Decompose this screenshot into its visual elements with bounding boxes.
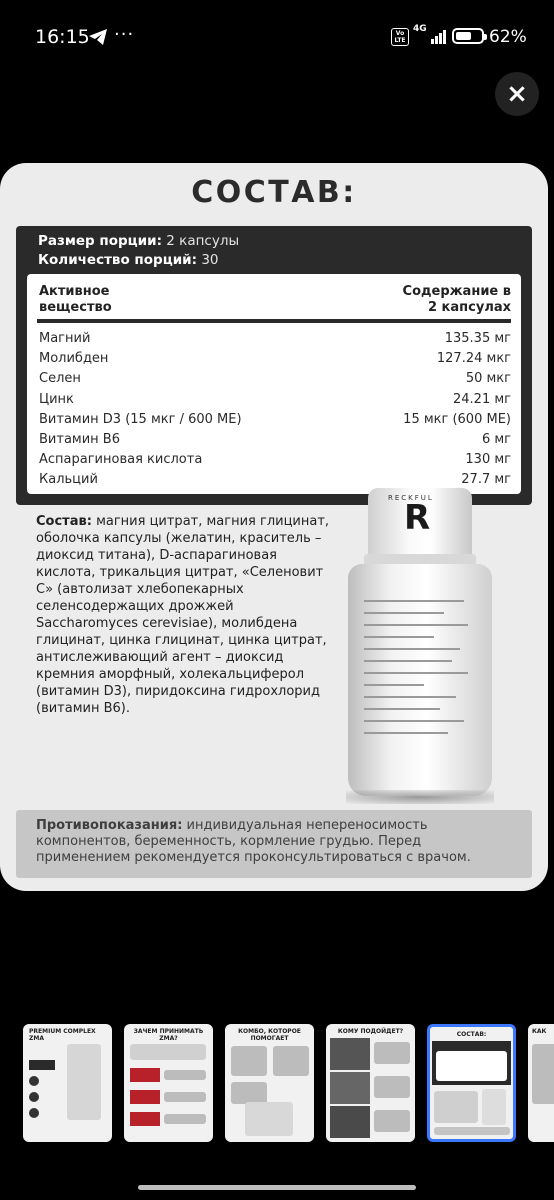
composition-label: Состав:	[36, 514, 92, 529]
ingredient-amount: 50 мкг	[465, 371, 511, 387]
thumbnail-title: КОМУ ПОДОЙДЕТ?	[337, 1028, 404, 1035]
serving-size-label: Размер порции:	[38, 233, 162, 249]
table-row	[39, 450, 511, 470]
telegram-icon	[88, 28, 108, 46]
servings-count-value: 30	[201, 252, 219, 268]
bottle-cap	[368, 488, 472, 558]
table-row	[39, 390, 511, 410]
composition-body: магния цитрат, магния глицинат, оболочка капсулы (желатин, краситель – диоксид титана), D-аспарагиновая кислота, трикальция цитрат, «Селеновит С» (автолизат хлебопекарных селенсодержащих дрожжей Saccharomyces cerevisiae), молибдена глицинат, цинка глицинат, цинка цитрат, антислеживающий агент – диоксид кремния аморфный, холекальциферол (витамин D3), пиридоксина гидрохлорид (витамин B6).	[36, 514, 330, 716]
product-image[interactable]	[0, 163, 548, 891]
ingredient-amount: 135.35 мг	[444, 331, 511, 346]
ingredient-name: Витамин D3 (15 мкг / 600 МЕ)	[39, 411, 242, 427]
product-bottle-image	[346, 488, 494, 808]
ingredient-name: Молибден	[39, 351, 109, 367]
table-row	[39, 369, 511, 389]
serving-size-value: 2 капсулы	[166, 233, 240, 249]
bottle-brand: RECKFUL	[388, 494, 434, 502]
contraindications	[16, 810, 532, 878]
thumbnail-2[interactable]	[124, 1024, 213, 1142]
bottle-label	[364, 600, 474, 750]
header-active-substance: Активное вещество	[39, 284, 112, 315]
nutrition-table	[16, 226, 532, 505]
thumbnail-strip	[23, 1024, 554, 1142]
thumbnail-title: КОМБО, КОТОРОЕ ПОМОГАЕТ	[238, 1028, 301, 1042]
ingredient-name: Аспарагиновая кислота	[39, 452, 203, 468]
table-row	[39, 329, 511, 349]
servings-count-label: Количество порций:	[38, 252, 198, 268]
table-row	[39, 349, 511, 369]
thumbnail-title: СОСТАВ:	[456, 1031, 487, 1038]
close-button[interactable]	[495, 72, 539, 116]
brand-logo-icon: R	[404, 498, 431, 538]
ingredients-table	[27, 274, 521, 494]
header-content: Содержание в 2 капсулах	[402, 284, 511, 315]
thumbnail-title: КАК	[532, 1028, 547, 1035]
thumbnail-3[interactable]	[225, 1024, 314, 1142]
battery-icon	[452, 28, 484, 44]
ingredient-name: Кальций	[39, 472, 98, 488]
table-divider	[37, 319, 511, 323]
battery-percent: 62%	[489, 27, 527, 47]
thumbnail-title: ЗАЧЕМ ПРИНИМАТЬ ZMA?	[133, 1028, 204, 1042]
thumbnail-6[interactable]	[528, 1024, 554, 1142]
network-type: 4G	[413, 24, 427, 34]
ingredient-name: Цинк	[39, 391, 74, 407]
ingredient-amount: 127.24 мкг	[436, 351, 511, 367]
ingredient-amount: 6 мг	[481, 431, 511, 447]
table-rows	[39, 329, 511, 491]
contra-label: Противопоказания:	[36, 818, 183, 833]
ingredient-name: Селен	[39, 371, 81, 387]
more-icon: ···	[114, 24, 135, 45]
table-row	[39, 410, 511, 430]
ingredient-amount: 15 мкг (600 МЕ)	[403, 411, 511, 427]
table-row	[39, 430, 511, 450]
home-indicator[interactable]	[138, 1185, 416, 1190]
thumbnail-4[interactable]	[326, 1024, 415, 1142]
ingredient-amount: 24.21 мг	[453, 391, 511, 407]
ingredient-name: Витамин B6	[39, 431, 120, 447]
thumbnail-1[interactable]	[23, 1024, 112, 1142]
thumbnail-5[interactable]	[427, 1024, 516, 1142]
signal-icon	[413, 24, 445, 46]
ingredient-amount: 130 мг	[465, 452, 511, 468]
volte-icon: Vo LTE	[391, 28, 409, 46]
thumbnail-title: PREMIUM COMPLEX ZMA	[29, 1028, 96, 1042]
composition-text	[36, 513, 338, 717]
status-time: 16:15	[35, 26, 90, 48]
status-bar	[0, 0, 554, 74]
ingredient-name: Магний	[39, 331, 91, 346]
contra-body: индивидуальная непереносимость компонентов, беременность, кормление грудью. Перед применением рекомендуется проконсультироваться с врачом.	[36, 818, 471, 865]
page-title: СОСТАВ:	[191, 175, 357, 210]
serving-info	[38, 232, 239, 270]
ingredient-amount: 27.7 мг	[461, 472, 511, 488]
close-icon: ×	[506, 79, 528, 109]
